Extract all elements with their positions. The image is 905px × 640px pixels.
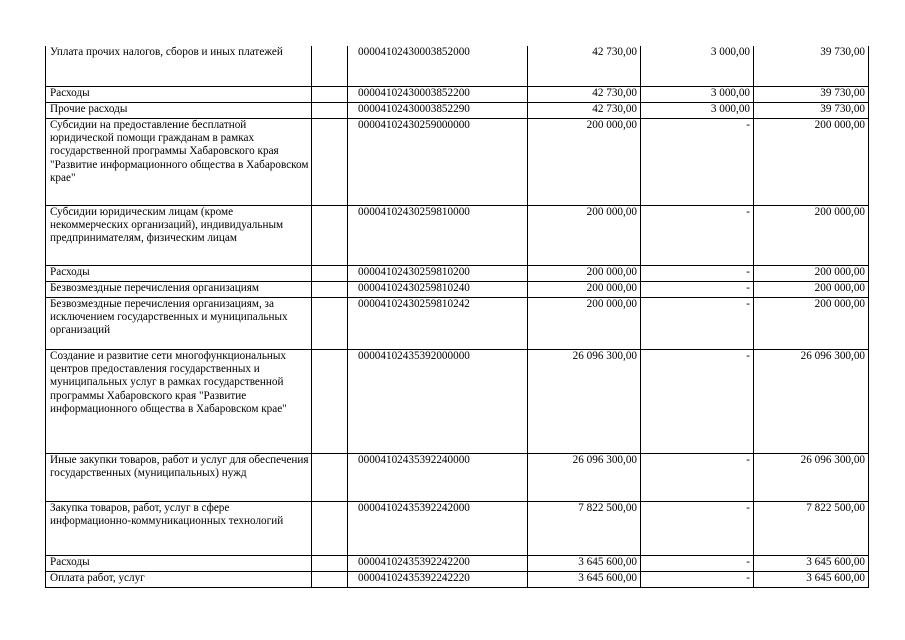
row-remaining: 3 645 600,00 [754,571,869,587]
table-row [46,102,869,118]
row-code: 00004102435392240000 [348,453,528,501]
row-code: 00004102430003852000 [348,46,528,86]
row-remaining: 26 096 300,00 [754,349,869,453]
row-remaining: 39 730,00 [754,102,869,118]
empty-cell [312,501,348,555]
empty-cell [312,281,348,297]
row-name: Расходы [46,86,312,102]
table-row [46,118,869,205]
row-approved: 3 645 600,00 [528,555,641,571]
empty-cell [312,555,348,571]
row-approved: 200 000,00 [528,205,641,265]
row-name: Создание и развитие сети многофункциональных центров предоставления государственных и муниципальных услуг в рамках государственной программы Хабаровского края "Развитие информационного общества в Хабаровском крае" [46,349,312,453]
row-approved: 200 000,00 [528,297,641,349]
table-row [46,555,869,571]
empty-cell [312,297,348,349]
row-remaining: 39 730,00 [754,86,869,102]
row-code: 00004102430259810242 [348,297,528,349]
empty-cell [312,205,348,265]
row-remaining: 200 000,00 [754,297,869,349]
row-executed: - [641,297,754,349]
row-approved: 26 096 300,00 [528,349,641,453]
table-row [46,349,869,453]
row-name: Оплата работ, услуг [46,571,312,587]
row-name: Субсидии юридическим лицам (кроме некоммерческих организаций), индивидуальным предпринимателям, физическим лицам [46,205,312,265]
row-name: Уплата прочих налогов, сборов и иных платежей [46,46,312,86]
row-name: Прочие расходы [46,102,312,118]
table-row [46,46,869,86]
row-approved: 26 096 300,00 [528,453,641,501]
row-remaining: 26 096 300,00 [754,453,869,501]
row-name: Расходы [46,265,312,281]
row-approved: 200 000,00 [528,118,641,205]
row-executed: 3 000,00 [641,46,754,86]
table-row [46,205,869,265]
row-remaining: 200 000,00 [754,265,869,281]
row-approved: 42 730,00 [528,46,641,86]
row-remaining: 39 730,00 [754,46,869,86]
row-executed: - [641,281,754,297]
row-executed: - [641,205,754,265]
row-executed: - [641,501,754,555]
row-code: 00004102430259810240 [348,281,528,297]
row-executed: - [641,453,754,501]
row-name: Безвозмездные перечисления организациям, за исключением государственных и муниципальных организаций [46,297,312,349]
row-executed: 3 000,00 [641,102,754,118]
row-executed: - [641,555,754,571]
row-name: Безвозмездные перечисления организациям [46,281,312,297]
budget-table [45,46,869,588]
table-row [46,265,869,281]
row-executed: 3 000,00 [641,86,754,102]
row-name: Закупка товаров, работ, услуг в сфере информационно-коммуникационных технологий [46,501,312,555]
row-code: 00004102430003852200 [348,86,528,102]
empty-cell [312,118,348,205]
row-executed: - [641,349,754,453]
empty-cell [312,265,348,281]
table-row [46,453,869,501]
table-row [46,297,869,349]
row-approved: 42 730,00 [528,102,641,118]
table-row [46,281,869,297]
row-code: 00004102430259810000 [348,205,528,265]
row-approved: 42 730,00 [528,86,641,102]
table-row [46,501,869,555]
table-row [46,86,869,102]
table-row [46,571,869,587]
empty-cell [312,102,348,118]
row-remaining: 200 000,00 [754,281,869,297]
row-code: 00004102430259810200 [348,265,528,281]
row-name: Иные закупки товаров, работ и услуг для обеспечения государственных (муниципальных) нужд [46,453,312,501]
row-code: 00004102430003852290 [348,102,528,118]
row-remaining: 200 000,00 [754,205,869,265]
row-code: 00004102430259000000 [348,118,528,205]
empty-cell [312,86,348,102]
row-approved: 200 000,00 [528,265,641,281]
row-approved: 7 822 500,00 [528,501,641,555]
empty-cell [312,571,348,587]
row-remaining: 200 000,00 [754,118,869,205]
empty-cell [312,46,348,86]
row-executed: - [641,265,754,281]
row-remaining: 7 822 500,00 [754,501,869,555]
row-remaining: 3 645 600,00 [754,555,869,571]
row-approved: 200 000,00 [528,281,641,297]
row-approved: 3 645 600,00 [528,571,641,587]
row-name: Субсидии на предоставление бесплатной юридической помощи гражданам в рамках государственной программы Хабаровского края "Развитие информационного общества в Хабаровском крае" [46,118,312,205]
row-code: 00004102435392242000 [348,501,528,555]
row-code: 00004102435392000000 [348,349,528,453]
empty-cell [312,453,348,501]
row-code: 00004102435392242200 [348,555,528,571]
row-executed: - [641,571,754,587]
row-name: Расходы [46,555,312,571]
empty-cell [312,349,348,453]
row-executed: - [641,118,754,205]
row-code: 00004102435392242220 [348,571,528,587]
